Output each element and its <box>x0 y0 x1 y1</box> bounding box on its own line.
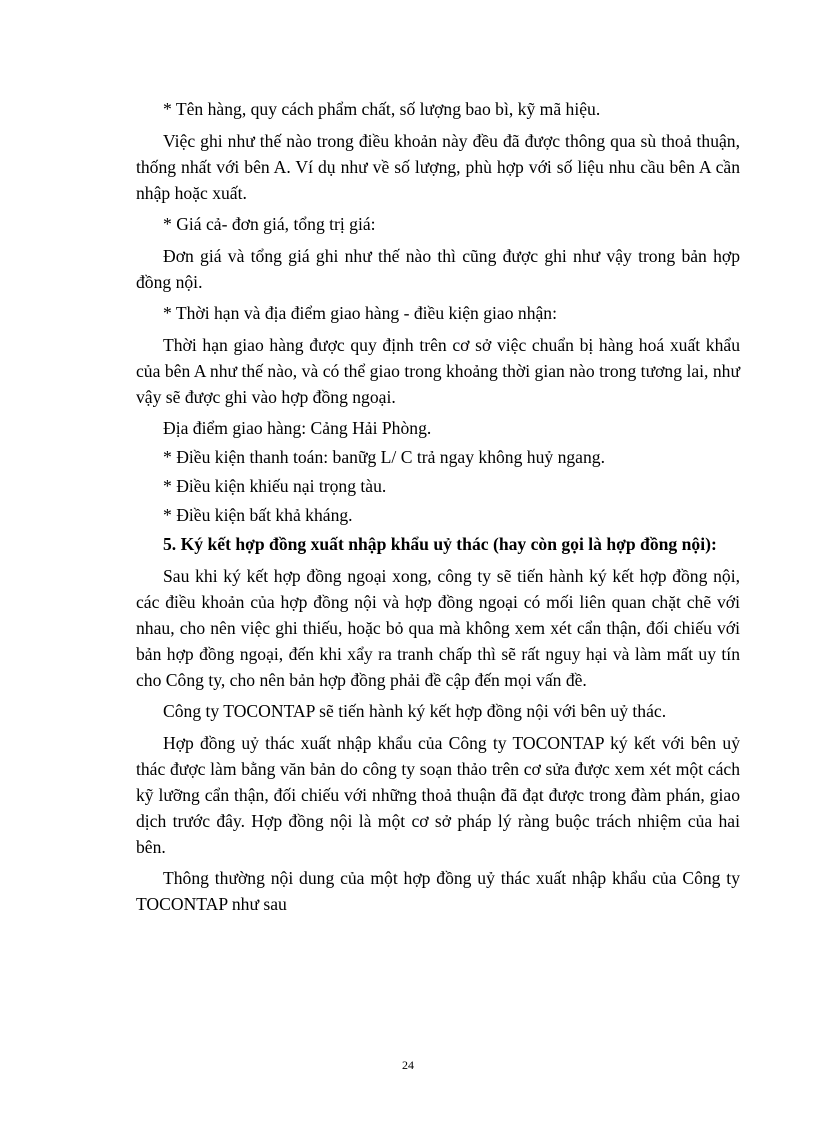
paragraph-section-5-p4: Thông thường nội dung của một hợp đồng uỷ thác xuất nhập khẩu của Công ty TOCONTAP như sau <box>136 868 740 914</box>
paragraph-payment-item: * Điều kiện thanh toán: banữg L/ C trả ngay không huỷ ngang. <box>163 447 605 467</box>
body-text <box>136 96 740 923</box>
paragraph-price-desc: Đơn giá và tổng giá ghi như thế nào thì cũng được ghi như vậy trong bản hợp đồng nội. <box>136 245 740 292</box>
page-number: 24 <box>402 1058 414 1072</box>
paragraph-force-majeure-item: * Điều kiện bất khả kháng. <box>163 505 353 525</box>
paragraph-complaint-item: * Điều kiện khiếu nại trọng tàu. <box>163 476 387 496</box>
paragraph-delivery-desc: Thời hạn giao hàng được quy định trên cơ sở việc chuẩn bị hàng hoá xuất khẩu của bên A như thế nào, và có thể giao trong khoảng thời gian nào trong tương lai, như vậy sẽ được ghi vào hợp đồng ngoại. <box>136 334 740 407</box>
paragraph-section-5-p1: Sau khi ký kết hợp đồng ngoại xong, công ty sẽ tiến hành ký kết hợp đồng nội, các điều khoản của hợp đồng nội và hợp đồng ngoại có mối liên quan chặt chẽ với nhau, cho nên việc ghi thiếu, hoặc bỏ qua mà không xem xét cẩn thận, đối chiếu với bản hợp đồng ngoại, đến khi xẩy ra tranh chấp thì sẽ rất nguy hại và làm mất uy tín cho Công ty, cho nên bản hợp đồng phải đề cập đến mọi vấn đề. <box>136 565 740 690</box>
paragraph-section-5-p2: Công ty TOCONTAP sẽ tiến hành ký kết hợp đồng nội với bên uỷ thác. <box>163 701 667 721</box>
section-5-heading: 5. Ký kết hợp đồng xuất nhập khẩu uỷ thác (hay còn gọi là hợp đồng nội): <box>163 534 717 554</box>
paragraph-price-item: * Giá cả- đơn giá, tổng trị giá: <box>163 214 376 234</box>
paragraph-delivery-item: * Thời hạn và địa điểm giao hàng - điều kiện giao nhận: <box>163 303 557 323</box>
paragraph-goods-desc: Việc ghi như thế nào trong điều khoản này đều đã được thông qua sù thoả thuận, thống nhất với bên A. Ví dụ như về số lượng, phù hợp với số liệu nhu cầu bên A cần nhập hoặc xuất. <box>136 130 740 203</box>
paragraph-section-5-p3: Hợp đồng uỷ thác xuất nhập khẩu của Công ty TOCONTAP ký kết với bên uỷ thác được làm bằng văn bản do công ty soạn thảo trên cơ sửa được xem xét một cách kỹ lưỡng cẩn thận, đối chiếu với những thoả thuận đã đạt được trong đàm phán, giao dịch trước đây. Hợp đồng nội là một cơ sở pháp lý ràng buộc trách nhiệm của hai bên. <box>136 732 740 857</box>
paragraph-delivery-place: Địa điểm giao hàng: Cảng Hải Phòng. <box>163 418 432 438</box>
paragraph-goods-item: * Tên hàng, quy cách phẩm chất, số lượng bao bì, kỹ mã hiệu. <box>163 99 601 119</box>
